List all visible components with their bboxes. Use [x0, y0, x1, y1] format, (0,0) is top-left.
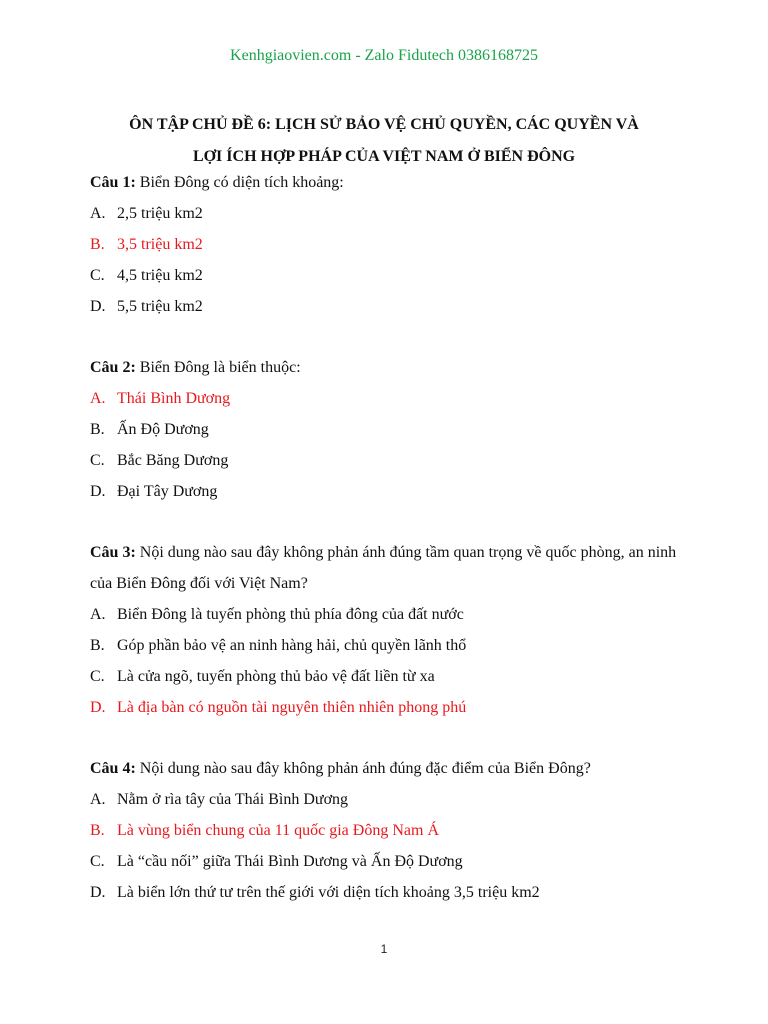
question-label: Câu 4: — [90, 760, 136, 777]
question-stem — [90, 167, 690, 198]
option-letter: C. — [90, 452, 105, 469]
answer-option-a — [90, 198, 690, 229]
option-letter: B. — [90, 421, 105, 438]
title-line-1: ÔN TẬP CHỦ ĐỀ 6: LỊCH SỬ BẢO VỆ CHỦ QUYỀN, CÁC QUYỀN VÀ — [129, 116, 639, 133]
answer-option-b — [90, 414, 690, 445]
option-text: 3,5 triệu km2 — [117, 236, 203, 253]
option-letter: B. — [90, 822, 105, 839]
option-letter: A. — [90, 606, 106, 623]
question-label: Câu 1: — [90, 174, 136, 191]
option-text: Là vùng biển chung của 11 quốc gia Đông Nam Á — [117, 822, 439, 839]
option-letter: C. — [90, 853, 105, 870]
question-label: Câu 3: — [90, 544, 136, 561]
answer-option-d — [90, 476, 690, 507]
option-letter: A. — [90, 205, 106, 222]
answer-option-a — [90, 784, 690, 815]
option-letter: A. — [90, 791, 106, 808]
option-letter: C. — [90, 668, 105, 685]
option-letter: D. — [90, 483, 106, 500]
question-2 — [90, 352, 690, 507]
option-letter: A. — [90, 390, 106, 407]
option-text: Thái Bình Dương — [117, 390, 231, 407]
answer-option-d — [90, 692, 690, 723]
option-letter: C. — [90, 267, 105, 284]
title-line-2: LỢI ÍCH HỢP PHÁP CỦA VIỆT NAM Ở BIỂN ĐÔNG — [192, 148, 576, 165]
question-stem — [90, 537, 690, 599]
answer-option-d — [90, 291, 690, 322]
question-stem — [90, 753, 690, 784]
question-text: Biển Đông có diện tích khoảng: — [135, 174, 344, 191]
answer-option-b — [90, 229, 690, 260]
question-3 — [90, 537, 690, 723]
question-text: Nội dung nào sau đây không phản ánh đúng tầm quan trọng về quốc phòng, an ninh của Biển Đông đối với Việt Nam? — [90, 544, 677, 592]
option-text: Bắc Băng Dương — [117, 452, 229, 469]
question-list — [90, 167, 690, 938]
page-number: 1 — [380, 942, 388, 956]
question-stem — [90, 352, 690, 383]
option-text: Là “cầu nối” giữa Thái Bình Dương và Ấn Độ Dương — [117, 853, 463, 870]
option-text: 2,5 triệu km2 — [117, 205, 203, 222]
option-text: Là cửa ngõ, tuyến phòng thủ bảo vệ đất liền từ xa — [117, 668, 435, 685]
option-letter: B. — [90, 236, 105, 253]
document-title — [90, 109, 678, 173]
answer-option-a — [90, 599, 690, 630]
answer-option-c — [90, 846, 690, 877]
option-text: 5,5 triệu km2 — [117, 298, 203, 315]
option-letter: D. — [90, 699, 106, 716]
option-text: Nằm ở rìa tây của Thái Bình Dương — [117, 791, 349, 808]
option-text: Là biển lớn thứ tư trên thế giới với diện tích khoảng 3,5 triệu km2 — [117, 884, 540, 901]
header-link[interactable]: Kenhgiaovien.com - Zalo Fidutech 0386168725 — [230, 47, 538, 64]
question-4 — [90, 753, 690, 908]
answer-option-c — [90, 445, 690, 476]
option-text: Là địa bàn có nguồn tài nguyên thiên nhiên phong phú — [117, 699, 467, 716]
option-letter: D. — [90, 884, 106, 901]
answer-option-c — [90, 661, 690, 692]
answer-option-c — [90, 260, 690, 291]
answer-option-b — [90, 630, 690, 661]
option-text: 4,5 triệu km2 — [117, 267, 203, 284]
question-text: Nội dung nào sau đây không phản ánh đúng đặc điểm của Biển Đông? — [135, 760, 591, 777]
question-text: Biển Đông là biển thuộc: — [135, 359, 301, 376]
option-letter: B. — [90, 637, 105, 654]
option-text: Đại Tây Dương — [117, 483, 218, 500]
option-letter: D. — [90, 298, 106, 315]
question-label: Câu 2: — [90, 359, 136, 376]
option-text: Ấn Độ Dương — [117, 421, 209, 438]
question-1 — [90, 167, 690, 322]
option-text: Góp phần bảo vệ an ninh hàng hải, chủ quyền lãnh thổ — [117, 637, 467, 654]
answer-option-d — [90, 877, 690, 908]
answer-option-b — [90, 815, 690, 846]
answer-option-a — [90, 383, 690, 414]
option-text: Biển Đông là tuyến phòng thủ phía đông của đất nước — [117, 606, 464, 623]
